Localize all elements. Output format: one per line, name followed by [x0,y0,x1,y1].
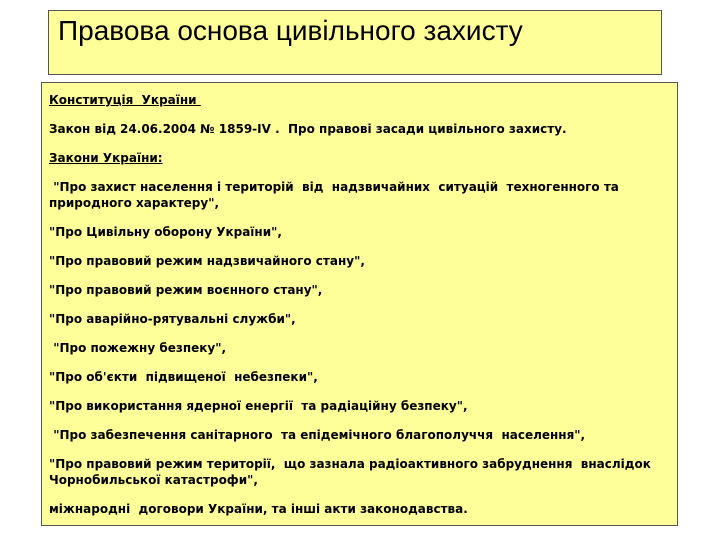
law-item-martial-law: "Про правовий режим воєнного стану", [49,283,323,297]
law-item-sanitary-welfare: "Про забезпечення санітарного та епідемічного благополуччя населення", [49,428,586,442]
slide-title: Правова основа цивільного захисту [58,15,523,46]
laws-heading: Закони України: [49,151,163,165]
law-item-hazard-objects: "Про об'єкти підвищеної небезпеки", [49,370,318,384]
law-item-rescue-services: "Про аварійно-рятувальні служби", [49,312,296,326]
law-item-fire-safety: "Про пожежну безпеку", [49,341,227,355]
international-treaties-line: міжнародні договори України, та інші акти законодавства. [49,502,468,516]
law-item-chornobyl-territory: "Про правовий режим території, що зазнала радіоактивного забруднення внаслідок Чорнобильської катастрофи", [49,457,656,487]
law-item-state-of-emergency: "Про правовий режим надзвичайного стану", [49,254,365,268]
content-box [41,82,678,526]
law-item-emergency-protection: "Про захист населення і територій від надзвичайних ситуацій техногенного та природного характеру", [49,180,624,210]
law-item-nuclear-energy: "Про використання ядерної енергії та радіаційну безпеку", [49,399,468,413]
constitution-line: Конституція України [49,93,201,107]
civil-protection-law-line: Закон від 24.06.2004 № 1859-IV . Про правові засади цивільного захисту. [49,122,567,136]
law-item-civil-defense: "Про Цивільну оборону України", [49,225,282,239]
